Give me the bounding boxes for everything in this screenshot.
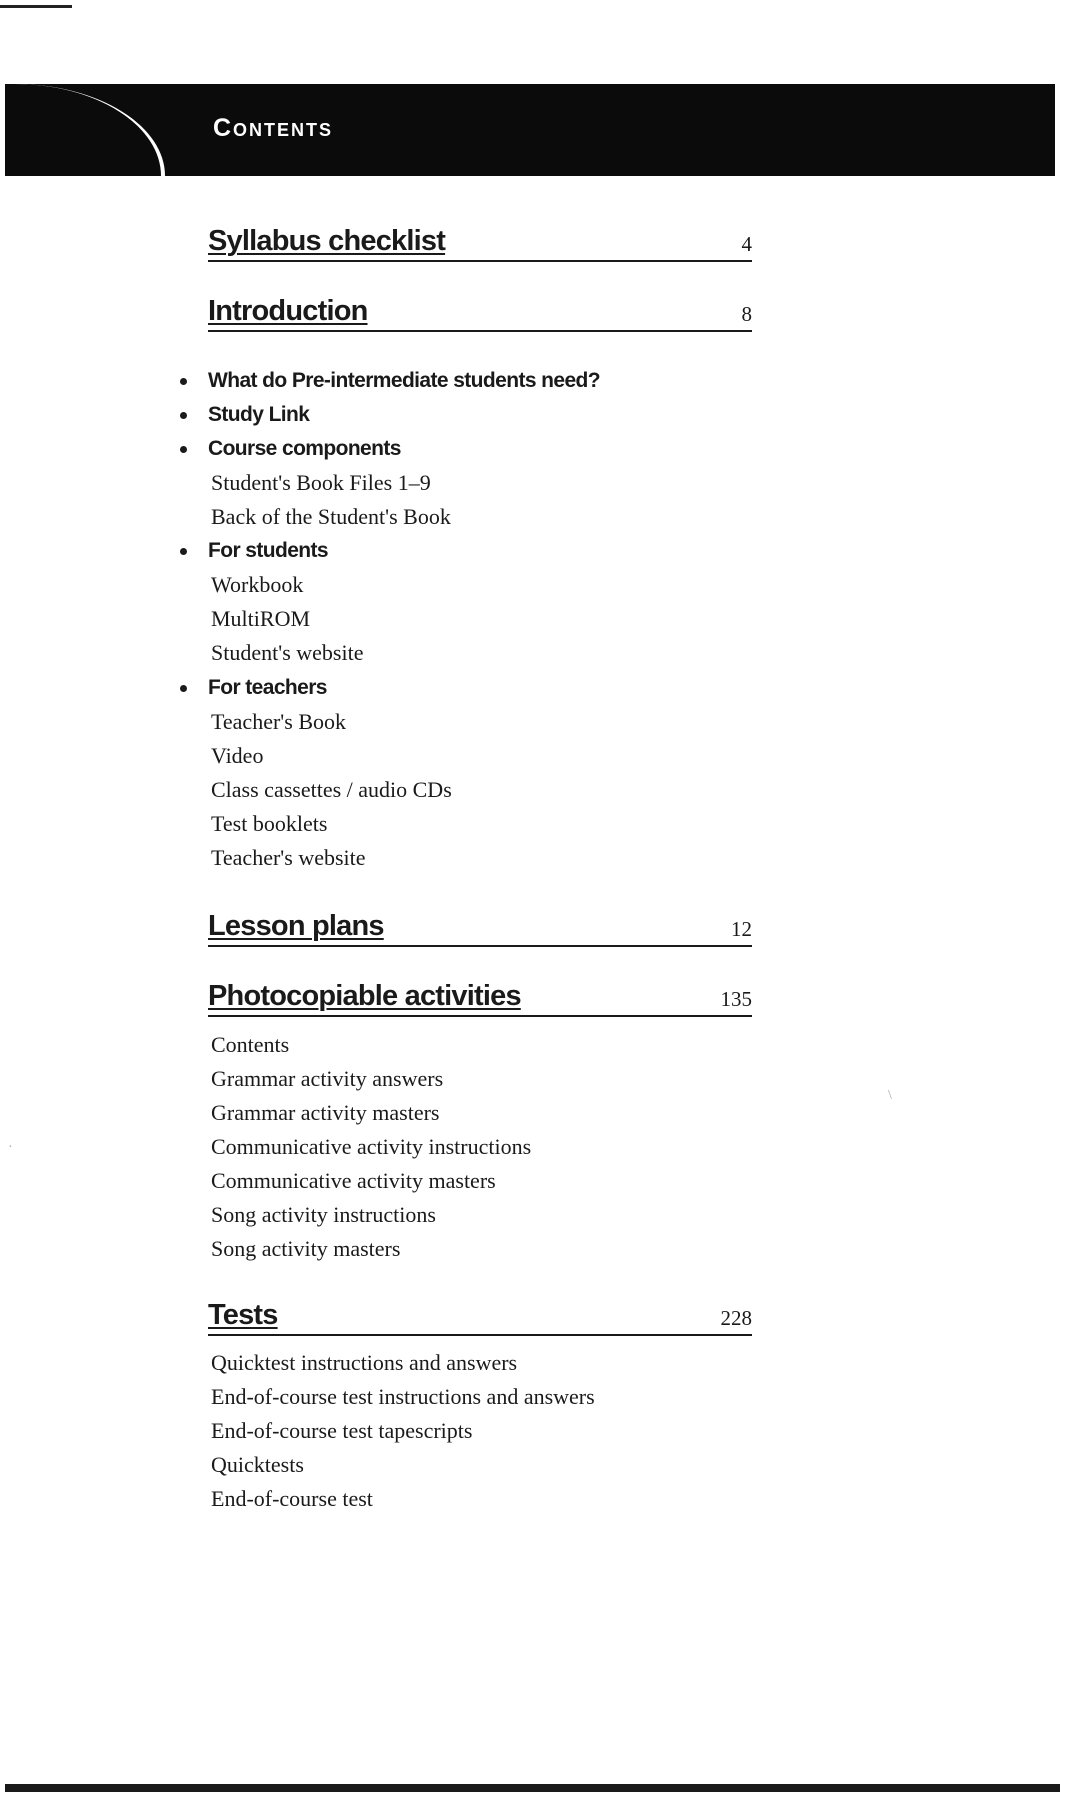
list-item: Quicktest instructions and answers xyxy=(211,1350,518,1375)
section-tests xyxy=(208,1299,752,1336)
section-page-number: 228 xyxy=(720,1306,752,1330)
bullet-dot-icon xyxy=(180,446,187,453)
list-item: End-of-course test tapescripts xyxy=(211,1418,473,1443)
list-item: Song activity masters xyxy=(211,1236,401,1261)
list-item: Student's website xyxy=(211,640,364,665)
scan-speck: · xyxy=(8,1140,13,1155)
section-title: Introduction xyxy=(208,295,368,327)
bullet-dot-icon xyxy=(180,548,187,555)
section-page-number: 4 xyxy=(741,232,752,256)
list-item: Video xyxy=(211,743,264,768)
bullet-item xyxy=(180,398,309,432)
bullet-item xyxy=(180,364,600,398)
section-title: Lesson plans xyxy=(208,910,384,942)
bullet-dot-icon xyxy=(180,412,187,419)
list-item: Student's Book Files 1–9 xyxy=(211,470,431,495)
section-syllabus-checklist xyxy=(208,225,752,262)
list-item: End-of-course test instructions and answers xyxy=(211,1384,595,1409)
list-item: Teacher's Book xyxy=(211,709,346,734)
section-photocopiable-activities xyxy=(208,980,752,1017)
bullet-label: For teachers xyxy=(208,676,327,699)
for-teachers-list xyxy=(211,705,452,875)
bullet-item xyxy=(180,432,401,466)
list-item: Communicative activity masters xyxy=(211,1168,496,1193)
page-title: Contents xyxy=(213,114,334,142)
section-title: Photocopiable activities xyxy=(208,980,521,1012)
list-item: Class cassettes / audio CDs xyxy=(211,777,452,802)
section-page-number: 8 xyxy=(741,302,752,326)
bullet-label: Study Link xyxy=(208,403,310,426)
scan-speck: \ xyxy=(888,1088,892,1103)
list-item: Test booklets xyxy=(211,811,328,836)
list-item: Grammar activity masters xyxy=(211,1100,440,1125)
top-edge-mark xyxy=(0,5,72,8)
section-title: Tests xyxy=(208,1299,278,1331)
for-students-list xyxy=(211,568,363,670)
list-item: Grammar activity answers xyxy=(211,1066,444,1091)
list-item: MultiROM xyxy=(211,606,311,631)
contents-header xyxy=(5,84,1055,176)
bullet-dot-icon xyxy=(180,685,187,692)
list-item: Communicative activity instructions xyxy=(211,1134,532,1159)
list-item: Back of the Student's Book xyxy=(211,504,451,529)
bullet-item xyxy=(180,671,327,705)
bottom-rule xyxy=(5,1784,1060,1792)
bullet-label: What do Pre-intermediate students need? xyxy=(208,369,600,392)
tests-list xyxy=(211,1346,595,1516)
list-item: End-of-course test xyxy=(211,1486,373,1511)
section-lesson-plans xyxy=(208,910,752,947)
list-item: Contents xyxy=(211,1032,290,1057)
list-item: Workbook xyxy=(211,572,304,597)
bullet-dot-icon xyxy=(180,378,187,385)
bullet-label: For students xyxy=(208,539,328,562)
section-page-number: 12 xyxy=(731,917,752,941)
bullet-item xyxy=(180,534,328,568)
header-arc-decoration xyxy=(5,84,165,176)
list-item: Song activity instructions xyxy=(211,1202,436,1227)
section-introduction xyxy=(208,295,752,332)
section-page-number: 135 xyxy=(720,987,752,1011)
photocopiable-activities-list xyxy=(211,1028,531,1266)
list-item: Teacher's website xyxy=(211,845,366,870)
section-title: Syllabus checklist xyxy=(208,225,446,257)
bullet-label: Course components xyxy=(208,437,401,460)
course-components-list xyxy=(211,466,451,534)
list-item: Quicktests xyxy=(211,1452,304,1477)
